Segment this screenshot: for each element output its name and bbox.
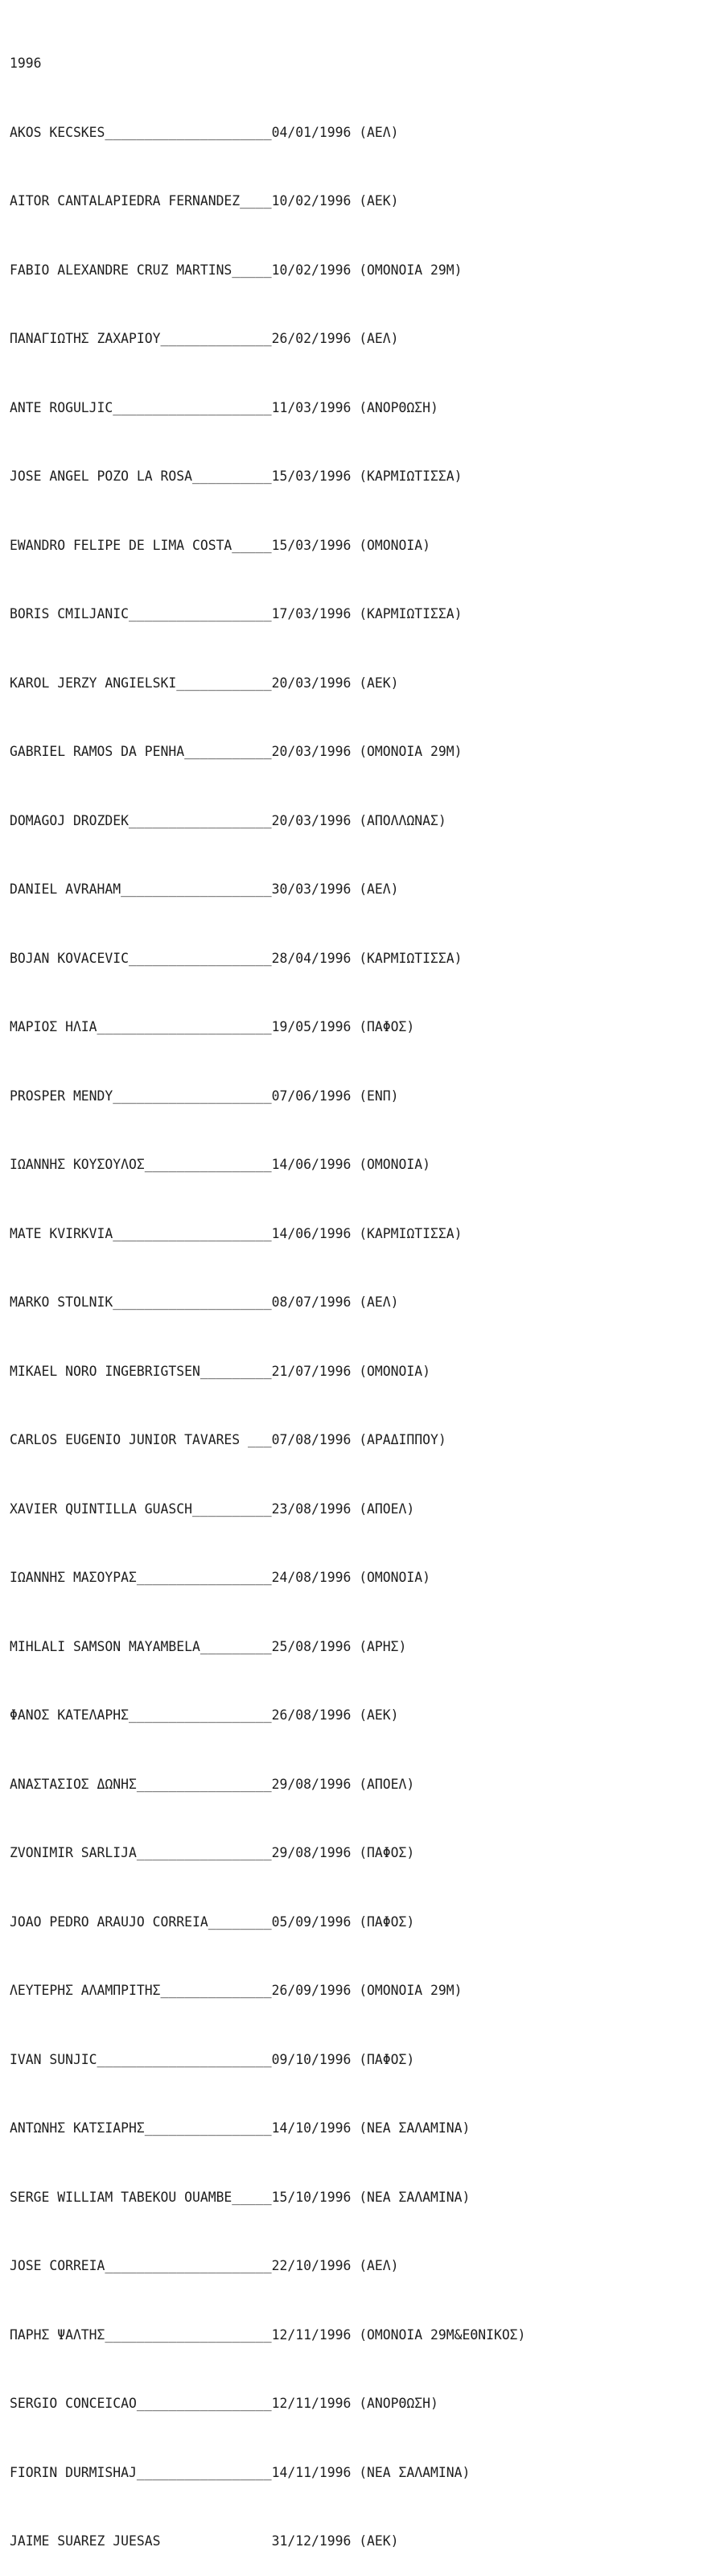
entry-line: MIKAEL NORO INGEBRIGTSEN_________21/07/1996 (ΟΜΟΝΟΙΑ)	[10, 1363, 431, 1379]
entry-line: FIORIN DURMISHAJ_________________14/11/1996 (ΝΕΑ ΣΑΛΑΜΙΝΑ)	[10, 2464, 471, 2480]
entry-line: MIHLALI SAMSON MAYAMBELA_________25/08/1996 (ΑΡΗΣ)	[10, 1638, 407, 1654]
entry-line: ΦΑΝΟΣ ΚΑΤΕΛΑΡΗΣ__________________26/08/1996 (ΑΕΚ)	[10, 1707, 399, 1723]
entry-line: ΑΝΑΣΤΑΣΙΟΣ ΔΩΝΗΣ_________________29/08/1996 (ΑΠΟΕΛ)	[10, 1776, 415, 1792]
document-text	[10, 6, 525, 2576]
entry-line: GABRIEL RAMOS DA PENHA___________20/03/1996 (ΟΜΟΝΟΙΑ 29Μ)	[10, 744, 463, 759]
entry-line: AKOS KECSKES_____________________04/01/1996 (ΑΕΛ)	[10, 124, 399, 140]
entry-line: ΜΑΡΙΟΣ ΗΛΙΑ______________________19/05/1996 (ΠΑΦΟΣ)	[10, 1019, 415, 1034]
entry-line: ΑΝΤΩΝΗΣ ΚΑΤΣΙΑΡΗΣ________________14/10/1996 (ΝΕΑ ΣΑΛΑΜΙΝΑ)	[10, 2120, 471, 2136]
entry-line: JAIME SUAREZ JUESAS 31/12/1996 (ΑΕΚ)	[10, 2533, 399, 2549]
entry-line: JOSE CORREIA_____________________22/10/1996 (ΑΕΛ)	[10, 2258, 399, 2273]
entry-line: FABIO ALEXANDRE CRUZ MARTINS_____10/02/1996 (ΟΜΟΝΟΙΑ 29Μ)	[10, 262, 463, 278]
entry-line: BOJAN KOVACEVIC__________________28/04/1996 (ΚΑΡΜΙΩΤΙΣΣΑ)	[10, 950, 463, 966]
entry-line: CARLOS EUGENIO JUNIOR TAVARES ___07/08/1996 (ΑΡΑΔΙΠΠΟΥ)	[10, 1432, 446, 1447]
entry-line: ΙΩΑΝΝΗΣ ΚΟΥΣΟΥΛΟΣ________________14/06/1996 (ΟΜΟΝΟΙΑ)	[10, 1157, 431, 1172]
entry-line: BORIS CMILJANIC__________________17/03/1996 (ΚΑΡΜΙΩΤΙΣΣΑ)	[10, 606, 463, 621]
entry-line: JOSE ANGEL POZO LA ROSA__________15/03/1996 (ΚΑΡΜΙΩΤΙΣΣΑ)	[10, 469, 463, 484]
entry-line: SERGE WILLIAM TABEKOU OUAMBE_____15/10/1996 (ΝΕΑ ΣΑΛΑΜΙΝΑ)	[10, 2189, 471, 2205]
entry-line: IVAN SUNJIC______________________09/10/1996 (ΠΑΦΟΣ)	[10, 2051, 415, 2067]
entry-line: ZVONIMIR SARLIJA_________________29/08/1996 (ΠΑΦΟΣ)	[10, 1845, 415, 1860]
entry-line: JOAO PEDRO ARAUJO CORREIA________05/09/1996 (ΠΑΦΟΣ)	[10, 1913, 415, 1930]
entry-line: XAVIER QUINTILLA GUASCH__________23/08/1996 (ΑΠΟΕΛ)	[10, 1501, 415, 1517]
entry-line: SERGIO CONCEICAO_________________12/11/1996 (ΑΝΟΡΘΩΣΗ)	[10, 2396, 438, 2411]
entry-line: ΠΑΝΑΓΙΩΤΗΣ ΖΑΧΑΡΙΟΥ______________26/02/1996 (ΑΕΛ)	[10, 331, 399, 346]
entry-line: ΠΑΡΗΣ ΨΑΛΤΗΣ_____________________12/11/1996 (ΟΜΟΝΟΙΑ 29Μ&ΕΘΝΙΚΟΣ)	[10, 2326, 526, 2343]
year-heading: 1996	[10, 56, 42, 71]
entry-line: ΛΕΥΤΕΡΗΣ ΑΛΑΜΠΡΙΤΗΣ______________26/09/1996 (ΟΜΟΝΟΙΑ 29Μ)	[10, 1983, 463, 1998]
entry-line: AITOR CANTALAPIEDRA FERNANDEZ____10/02/1996 (ΑΕΚ)	[10, 193, 399, 208]
entry-line: PROSPER MENDY____________________07/06/1996 (ΕΝΠ)	[10, 1088, 399, 1104]
entry-line: KAROL JERZY ANGIELSKI____________20/03/1996 (ΑΕΚ)	[10, 675, 399, 691]
entry-line: ANTE ROGULJIC____________________11/03/1996 (ΑΝΟΡΘΩΣΗ)	[10, 399, 438, 415]
entry-line: MARKO STOLNIK____________________08/07/1996 (ΑΕΛ)	[10, 1294, 399, 1310]
entry-line: MATE KVIRKVIA____________________14/06/1996 (ΚΑΡΜΙΩΤΙΣΣΑ)	[10, 1225, 463, 1241]
entry-line: DOMAGOJ DROZDEK__________________20/03/1996 (ΑΠΟΛΛΩΝΑΣ)	[10, 812, 446, 828]
entry-line: ΙΩΑΝΝΗΣ ΜΑΣΟΥΡΑΣ_________________24/08/1996 (ΟΜΟΝΟΙΑ)	[10, 1570, 431, 1585]
entry-line: EWANDRO FELIPE DE LIMA COSTA_____15/03/1996 (ΟΜΟΝΟΙΑ)	[10, 537, 431, 553]
entry-line: DANIEL AVRAHAM___________________30/03/1996 (ΑΕΛ)	[10, 881, 399, 897]
